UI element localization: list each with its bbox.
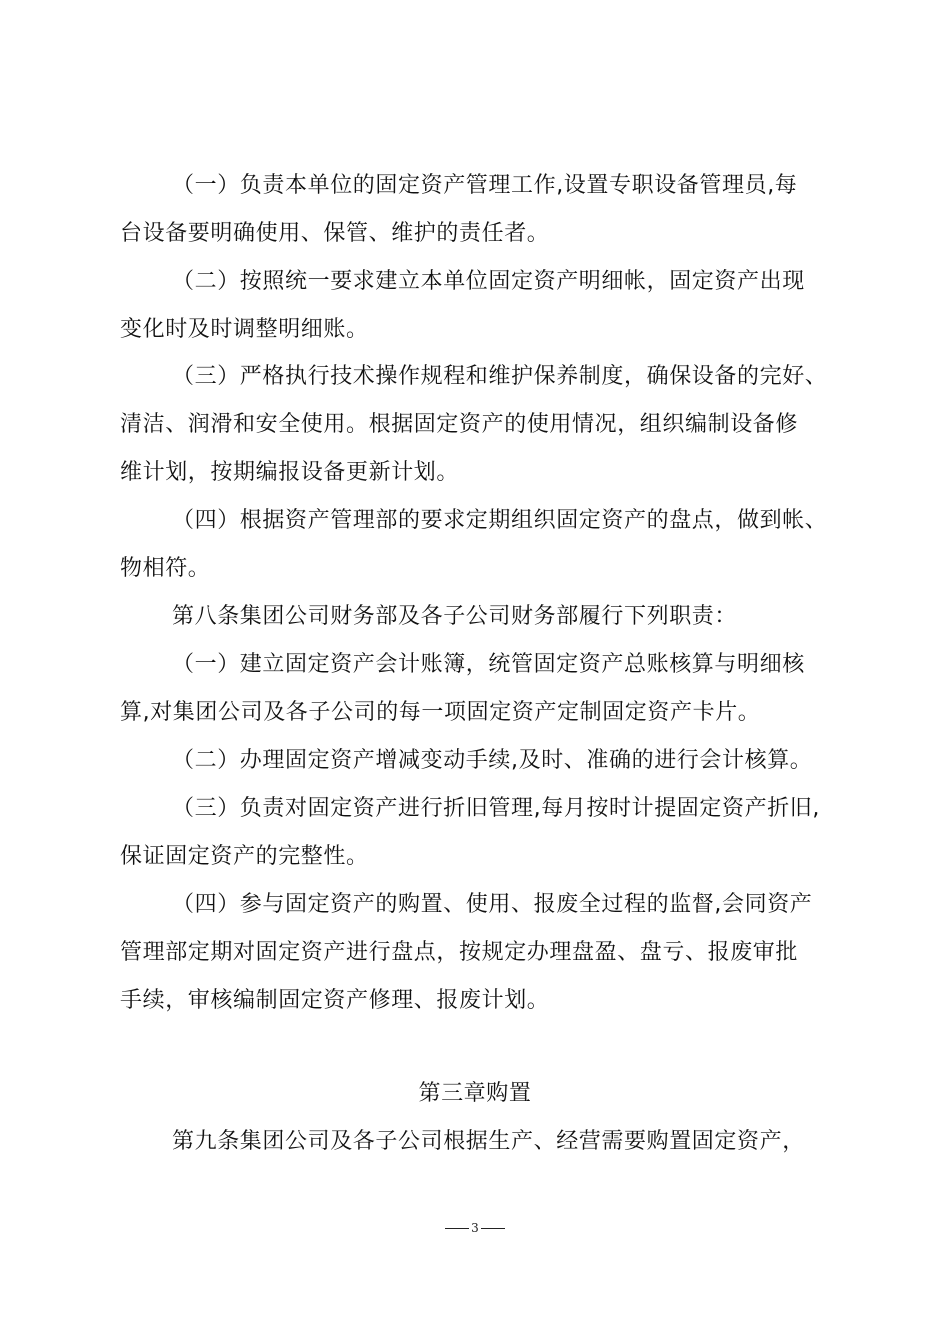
text-line: （三）严格执行技术操作规程和维护保养制度，确保设备的完好、 [172,364,828,389]
text-line: （三）负责对固定资产进行折旧管理,每月按时计提固定资产折旧, [172,796,820,821]
text-line: （一）建立固定资产会计账簿，统管固定资产总账核算与明细核 [172,652,805,677]
text-line: 管理部定期对固定资产进行盘点，按规定办理盘盈、盘亏、报废审批 [120,940,799,965]
text-line: 第九条集团公司及各子公司根据生产、经营需要购置固定资产， [172,1129,805,1154]
text-line: 维计划，按期编报设备更新计划。 [120,460,460,485]
page-footer [0,1221,950,1235]
article-heading: 第八条集团公司财务部及各子公司财务部履行下列职责： [172,604,738,629]
text-line: 物相符。 [120,556,211,581]
text-line: （二）按照统一要求建立本单位固定资产明细帐，固定资产出现 [172,269,805,294]
page-number: 3 [471,1221,479,1235]
text-line: 算,对集团公司及各子公司的每一项固定资产定制固定资产卡片。 [120,700,761,725]
text-line: 手续，审核编制固定资产修理、报废计划。 [120,988,550,1013]
text-line: 清洁、润滑和安全使用。根据固定资产的使用情况，组织编制设备修 [120,412,799,437]
text-line: （一）负责本单位的固定资产管理工作,设置专职设备管理员,每 [172,173,798,198]
text-line: 保证固定资产的完整性。 [120,844,369,869]
text-line: （四）参与固定资产的购置、使用、报废全过程的监督,会同资产 [172,892,813,917]
text-line: 变化时及时调整明细账。 [120,317,369,342]
footer-dash-right [481,1228,505,1229]
text-line: 台设备要明确使用、保管、维护的责任者。 [120,221,550,246]
chapter-heading: 第三章购置 [418,1081,532,1106]
text-line: （二）办理固定资产增减变动手续,及时、准确的进行会计核算。 [172,748,813,773]
footer-dash-left [445,1228,469,1229]
text-line: （四）根据资产管理部的要求定期组织固定资产的盘点，做到帐、 [172,508,828,533]
